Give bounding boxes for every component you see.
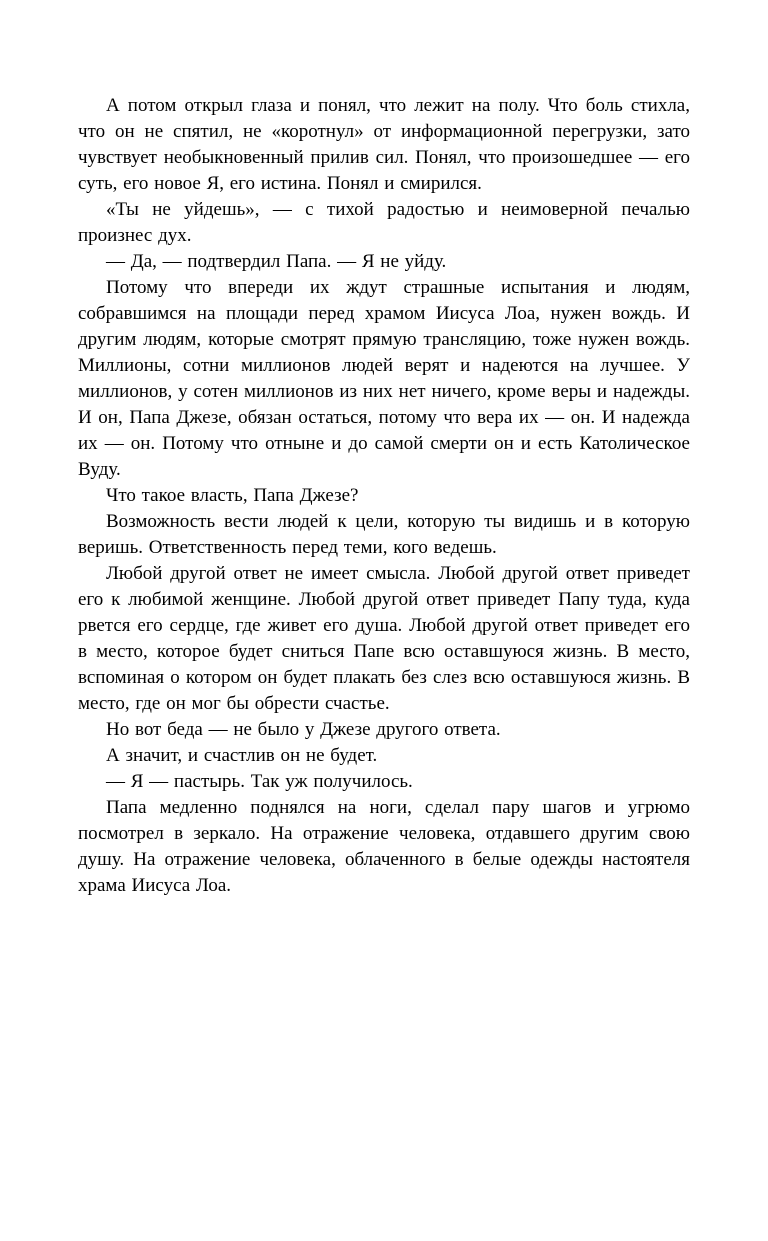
paragraph: Любой другой ответ не имеет смысла. Любой другой ответ приведет его к любимой женщине. Любой другой ответ приведет Папу туда, куда рвется его сердце, где живет его душа. Любой другой ответ приведет его в место, которое будет сниться Папе всю оставшуюся жизнь. В место, вспоминая о котором он будет плакать без слез всю оставшуюся жизнь. В место, где он мог бы обрести счастье. [78, 563, 690, 714]
paragraph: — Да, — подтвердил Папа. — Я не уйду. [106, 251, 447, 272]
paragraph: А потом открыл глаза и понял, что лежит на полу. Что боль стихла, что он не спятил, не «коротнул» от информационной перегрузки, зато чувствует необыкновенный прилив сил. Понял, что произошедшее — его суть, его новое Я, его истина. Понял и смирился. [78, 95, 690, 194]
paragraph: Возможность вести людей к цели, которую ты видишь и в которую веришь. Ответственность перед теми, кого ведешь. [78, 511, 690, 558]
paragraph: Папа медленно поднялся на ноги, сделал пару шагов и угрюмо посмотрел в зеркало. На отражение человека, отдавшего другим свою душу. На отражение человека, облаченного в белые одежды настоятеля храма Иисуса Лоа. [78, 797, 690, 896]
paragraph: «Ты не уйдешь», — с тихой радостью и неимоверной печалью произнес дух. [78, 199, 690, 246]
paragraph: Но вот беда — не было у Джезе другого ответа. [106, 719, 501, 740]
paragraph: — Я — пастырь. Так уж получилось. [106, 771, 413, 792]
paragraph: А значит, и счастлив он не будет. [106, 745, 378, 766]
paragraph: Что такое власть, Папа Джезе? [106, 485, 359, 506]
paragraph: Потому что впереди их ждут страшные испытания и людям, собравшимся на площади перед храмом Иисуса Лоа, нужен вождь. И другим людям, которые смотрят прямую трансляцию, тоже нужен вождь. Миллионы, сотни миллионов людей верят и надеются на лучшее. У миллионов, у сотен миллионов из них нет ничего, кроме веры и надежды. И он, Папа Джезе, обязан остаться, потому что вера их — он. И надежда их — он. Потому что отныне и до самой смерти он и есть Католическое Вуду. [78, 277, 690, 480]
